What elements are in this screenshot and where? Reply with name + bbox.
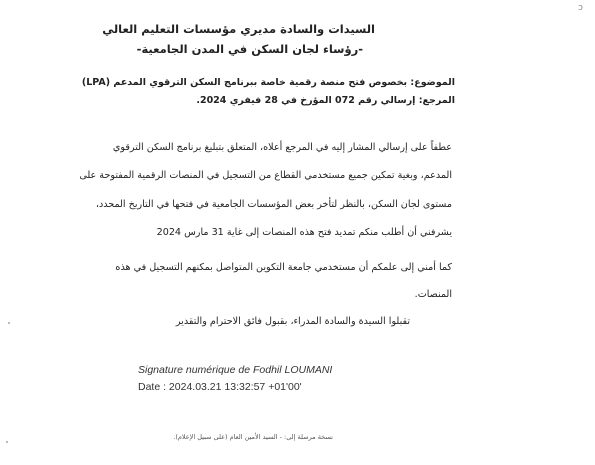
body-line-5: كما أمني إلى علمكم أن مستخدمي جامعة التكوين المتواصل بمكنهم التسجيل في هذه [115,262,452,273]
signature-name: Signature numérique de Fodhil LOUMANI [138,364,333,376]
recipients-subheading: -رؤساء لجان السكن في المدن الجامعية- [136,42,363,56]
body-line-2: المدعم، وبغية تمكين جميع مستخدمي القطاع من التسجيل في المنصات الرقمية المفتوحة على [79,170,452,181]
body-line-6: المنصات. [414,289,452,300]
reference-line: المرجع: إرسالي رقم 072 المؤرخ في 28 فيفري 2024. [196,95,455,106]
closing-line: تقبلوا السيدة والسادة المدراء، بقبول فائق الاحترام والتقدير [175,316,410,327]
body-line-1: عطفاً على إرسالي المشار إليه في المرجع أعلاه، المتعلق بتبليغ برنامج السكن الترقوي [112,142,452,153]
scan-speck [6,441,8,443]
body-line-4: يشرفني أن أطلب منكم تمديد فتح هذه المنصات إلى غاية 31 مارس 2024 [156,227,452,238]
corner-scan-mark: ɔ [578,3,583,13]
scan-speck [8,322,10,324]
recipients-heading: السيدات والسادة مديري مؤسسات التعليم العالي [102,22,375,36]
body-line-3: مستوى لجان السكن، بالنظر لتأخر بعض المؤسسات الجامعية في فتحها في التاريخ المحدد، [95,199,452,210]
cc-footer: نسخة مرسلة إلى: - السيد الأمين العام (على سبيل الإعلام). [173,433,333,441]
signature-date: Date : 2024.03.21 13:32:57 +01'00' [138,381,302,393]
subject-line: الموضوع: بخصوص فتح منصة رقمية خاصة ببرنامج السكن الترقوي المدعم (LPA) [81,77,455,88]
